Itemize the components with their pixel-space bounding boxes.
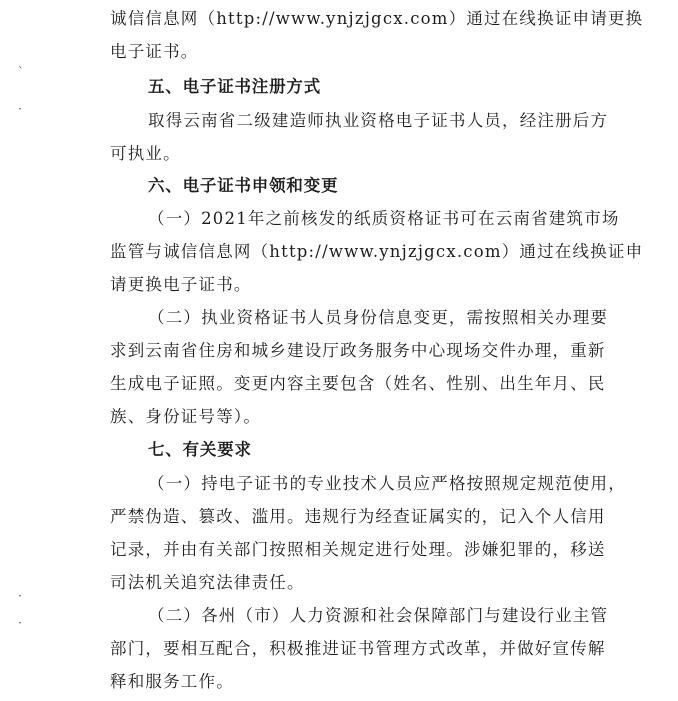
body-line: 电子证书。 [110, 42, 199, 61]
body-line: 生成电子证照。变更内容主要包含（姓名、性别、出生年月、民 [110, 374, 606, 393]
body-line: （二）各州（市）人力资源和社会保障部门与建设行业主管 [148, 606, 609, 625]
margin-mark: · [18, 616, 22, 630]
margin-mark: · [18, 589, 22, 603]
body-line: 取得云南省二级建造师执业资格电子证书人员，经注册后方 [148, 111, 609, 130]
body-line: （二）执业资格证书人员身份信息变更，需按照相关办理要 [148, 308, 609, 327]
body-line: （一）2021年之前核发的纸质资格证书可在云南省建筑市场 [148, 209, 620, 228]
margin-mark: ` [18, 65, 24, 79]
section-heading-7: 七、有关要求 [148, 440, 252, 459]
body-line: 请更换电子证书。 [110, 275, 252, 294]
body-line: 严禁伪造、篡改、滥用。违规行为经查证属实的，记入个人信用 [110, 507, 606, 526]
body-line: 可执业。 [110, 144, 181, 163]
body-line: 释和服务工作。 [110, 672, 234, 691]
section-heading-6: 六、电子证书申领和变更 [148, 176, 339, 195]
body-line: 诚信信息网（http://www.ynjzjgcx.com）通过在线换证申请更换 [110, 9, 644, 28]
body-line: 族、身份证号等）。 [110, 407, 262, 426]
margin-mark: · [18, 102, 22, 116]
body-line: 求到云南省住房和城乡建设厅政务服务中心现场交件办理，重新 [110, 341, 606, 360]
body-line: （一）持电子证书的专业技术人员应严格按照规定规范使用， [148, 474, 626, 493]
body-line: 监管与诚信信息网（http://www.ynjzjgcx.com）通过在线换证申 [110, 242, 644, 261]
body-line: 记录，并由有关部门按照相关规定进行处理。涉嫌犯罪的，移送 [110, 540, 606, 559]
section-heading-5: 五、电子证书注册方式 [148, 77, 321, 96]
body-line: 部门，要相互配合，积极推进证书管理方式改革，并做好宣传解 [110, 639, 606, 658]
body-line: 司法机关追究法律责任。 [110, 573, 305, 592]
